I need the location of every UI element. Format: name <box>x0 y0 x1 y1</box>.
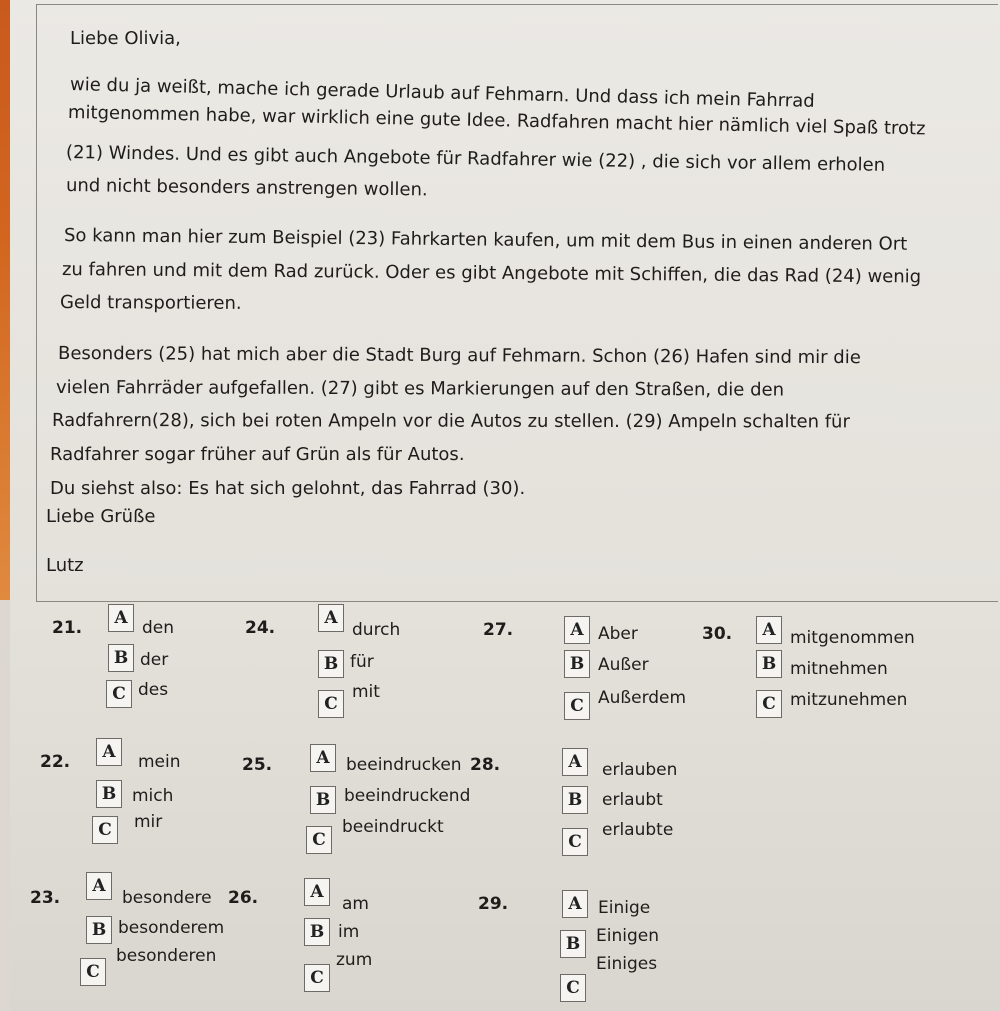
answer-box-24-b[interactable]: B <box>318 650 344 678</box>
answer-box-21-b[interactable]: B <box>108 644 134 672</box>
answer-box-22-a[interactable]: A <box>96 738 122 766</box>
option-text: im <box>338 922 360 942</box>
answer-box-23-b[interactable]: B <box>86 916 112 944</box>
item-number: 28. <box>470 755 501 775</box>
item-number: 25. <box>242 755 273 775</box>
letter-line: (21) Windes. Und es gibt auch Angebote für Radfahrer wie (22) , die sich vor allem erholen <box>65 142 886 176</box>
answer-box-30-b[interactable]: B <box>756 650 782 678</box>
letter-line: vielen Fahrräder aufgefallen. (27) gibt es Markierungen auf den Straßen, die den <box>55 377 785 401</box>
option-text: mitnehmen <box>790 659 888 679</box>
answer-box-28-c[interactable]: C <box>562 828 588 856</box>
option-text: Einige <box>598 898 651 918</box>
option-text: erlaubt <box>602 790 663 810</box>
item-number: 30. <box>702 624 733 644</box>
letter-line: Du siehst also: Es hat sich gelohnt, das Fahrrad (30). <box>50 478 526 499</box>
letter-line: wie du ja weißt, mache ich gerade Urlaub auf Fehmarn. Und dass ich mein Fahrrad <box>69 74 815 112</box>
letter-line: mitgenommen habe, war wirklich eine gute Idee. Radfahren macht hier nämlich viel Spaß trotz <box>67 102 926 140</box>
item-number: 29. <box>478 894 509 914</box>
option-text: der <box>140 650 169 670</box>
answer-box-27-c[interactable]: C <box>564 692 590 720</box>
option-text: den <box>142 618 175 638</box>
answer-box-29-a[interactable]: A <box>562 890 588 918</box>
option-text: beeindruckt <box>342 817 444 837</box>
item-number: 22. <box>40 752 71 772</box>
option-text: Einigen <box>596 926 659 946</box>
option-text: durch <box>352 620 401 640</box>
answer-box-27-b[interactable]: B <box>564 650 590 678</box>
option-text: besondere <box>122 888 212 908</box>
option-text: für <box>350 652 374 672</box>
letter-line: zu fahren und mit dem Rad zurück. Oder es gibt Angebote mit Schiffen, die das Rad (24) wenig <box>61 259 922 288</box>
item-number: 27. <box>483 620 514 640</box>
answer-box-24-a[interactable]: A <box>318 604 344 632</box>
option-text: mir <box>134 812 163 832</box>
answer-box-28-a[interactable]: A <box>562 748 588 776</box>
letter-line: und nicht besonders anstrengen wollen. <box>65 175 428 201</box>
answer-box-29-b[interactable]: B <box>560 930 586 958</box>
option-text: mitgenommen <box>790 628 915 648</box>
answer-box-24-c[interactable]: C <box>318 690 344 718</box>
option-text: beeindrucken <box>346 755 462 775</box>
letter-line: So kann man hier zum Beispiel (23) Fahrkarten kaufen, um mit dem Bus in einen anderen Ort <box>63 225 908 255</box>
option-text: Einiges <box>596 954 658 974</box>
item-number: 26. <box>228 888 259 908</box>
option-text: des <box>138 680 169 700</box>
option-text: mit <box>352 682 380 702</box>
answer-box-22-b[interactable]: B <box>96 780 122 808</box>
letter-closing: Liebe Grüße <box>46 506 156 527</box>
option-text: zum <box>336 950 373 970</box>
item-number: 24. <box>245 618 276 638</box>
option-text: erlauben <box>602 760 678 780</box>
answer-box-25-a[interactable]: A <box>310 744 336 772</box>
letter-line: Radfahrer sogar früher auf Grün als für Autos. <box>50 444 465 465</box>
option-text: mich <box>132 786 174 806</box>
option-text: besonderem <box>118 918 225 938</box>
letter-line: Geld transportieren. <box>59 292 242 314</box>
option-text: am <box>342 894 369 914</box>
item-number: 21. <box>52 618 83 638</box>
answer-box-26-c[interactable]: C <box>304 964 330 992</box>
answer-box-25-b[interactable]: B <box>310 786 336 814</box>
option-text: besonderen <box>116 946 217 966</box>
answer-box-26-a[interactable]: A <box>304 878 330 906</box>
answer-box-21-a[interactable]: A <box>108 604 134 632</box>
option-text: mitzunehmen <box>790 690 908 710</box>
option-text: mein <box>138 752 181 772</box>
answer-box-27-a[interactable]: A <box>564 616 590 644</box>
letter-line: Besonders (25) hat mich aber die Stadt Burg auf Fehmarn. Schon (26) Hafen sind mir die <box>57 343 861 369</box>
answer-box-23-a[interactable]: A <box>86 872 112 900</box>
option-text: Außerdem <box>598 688 687 708</box>
answer-box-23-c[interactable]: C <box>80 958 106 986</box>
item-number: 23. <box>30 888 61 908</box>
answer-box-22-c[interactable]: C <box>92 816 118 844</box>
answer-box-29-c[interactable]: C <box>560 974 586 1002</box>
option-text: erlaubte <box>602 820 674 840</box>
option-text: beeindruckend <box>344 786 471 806</box>
letter-signature: Lutz <box>46 555 84 576</box>
answer-box-26-b[interactable]: B <box>304 918 330 946</box>
answer-box-30-c[interactable]: C <box>756 690 782 718</box>
letter-greeting: Liebe Olivia, <box>70 28 181 49</box>
answer-box-30-a[interactable]: A <box>756 616 782 644</box>
answer-box-25-c[interactable]: C <box>306 826 332 854</box>
answer-box-28-b[interactable]: B <box>562 786 588 814</box>
option-text: Außer <box>598 655 649 675</box>
answer-box-21-c[interactable]: C <box>106 680 132 708</box>
letter-line: Radfahrern(28), sich bei roten Ampeln vor die Autos zu stellen. (29) Ampeln schalten für <box>51 410 850 433</box>
option-text: Aber <box>598 624 638 644</box>
